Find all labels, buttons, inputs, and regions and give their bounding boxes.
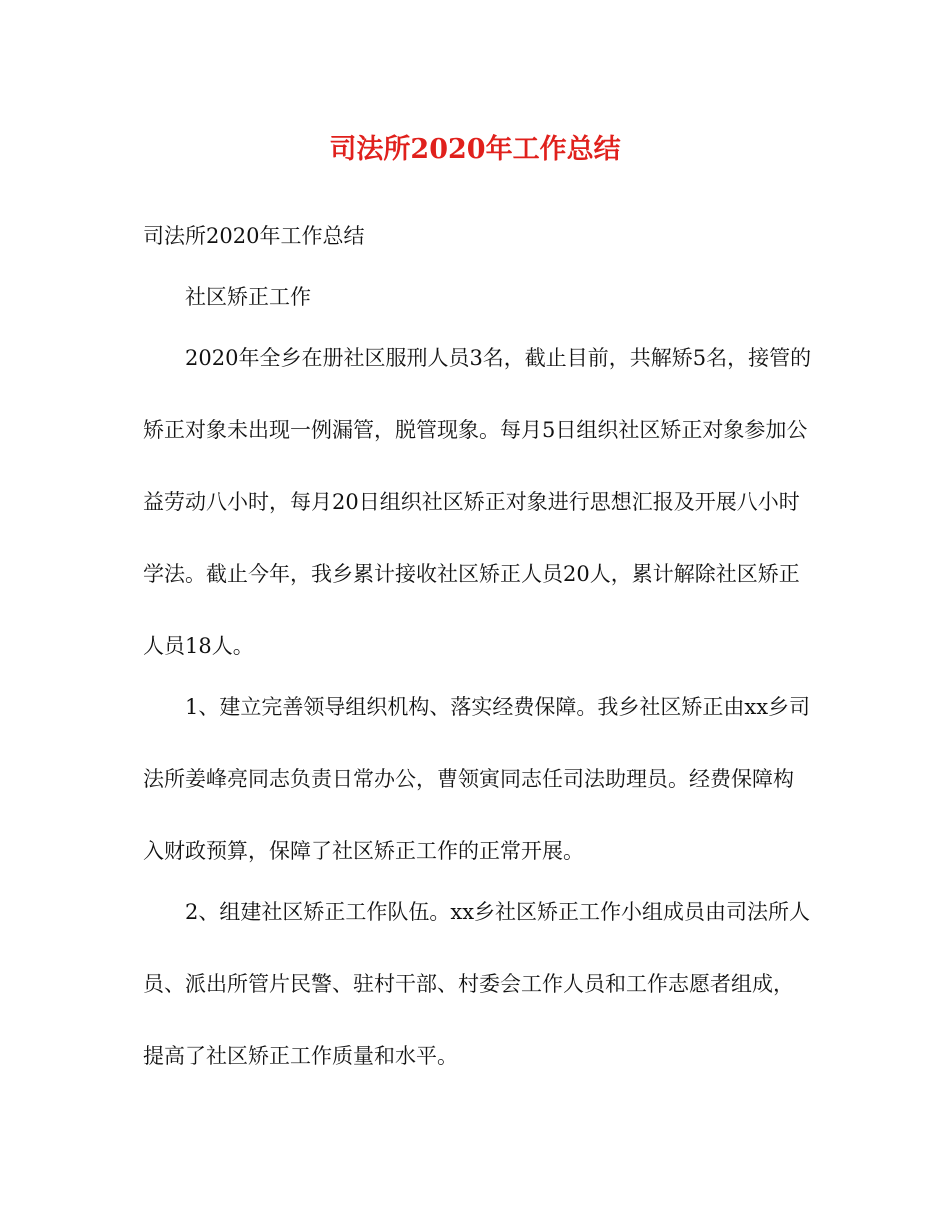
- body-paragraph-3: 2、组建社区矫正工作队伍。xx乡社区矫正工作小组成员由司法所人员、派出所管片民警、驻村干部、村委会工作人员和工作志愿者组成，提高了社区矫正工作质量和水平。: [143, 900, 811, 1068]
- section-heading: 社区矫正工作: [185, 285, 311, 309]
- subtitle-paragraph: 司法所2020年工作总结: [143, 224, 365, 248]
- body-paragraph-1: 2020年全乡在册社区服刑人员3名，截止目前，共解矫5名，接管的矫正对象未出现一例漏管，脱管现象。每月5日组织社区矫正对象参加公益劳动八小时，每月20日组织社区矫正对象进行思想汇报及开展八小时学法。截止今年，我乡累计接收社区矫正人员20人，累计解除社区矫正人员18人。: [143, 346, 812, 658]
- document-body: [143, 214, 813, 1095]
- document-title: 司法所2020年工作总结: [329, 134, 621, 165]
- body-paragraph-2: 1、建立完善领导组织机构、落实经费保障。我乡社区矫正由xx乡司法所姜峰亮同志负责日常办公，曹领寅同志任司法助理员。经费保障构入财政预算，保障了社区矫正工作的正常开展。: [143, 695, 811, 863]
